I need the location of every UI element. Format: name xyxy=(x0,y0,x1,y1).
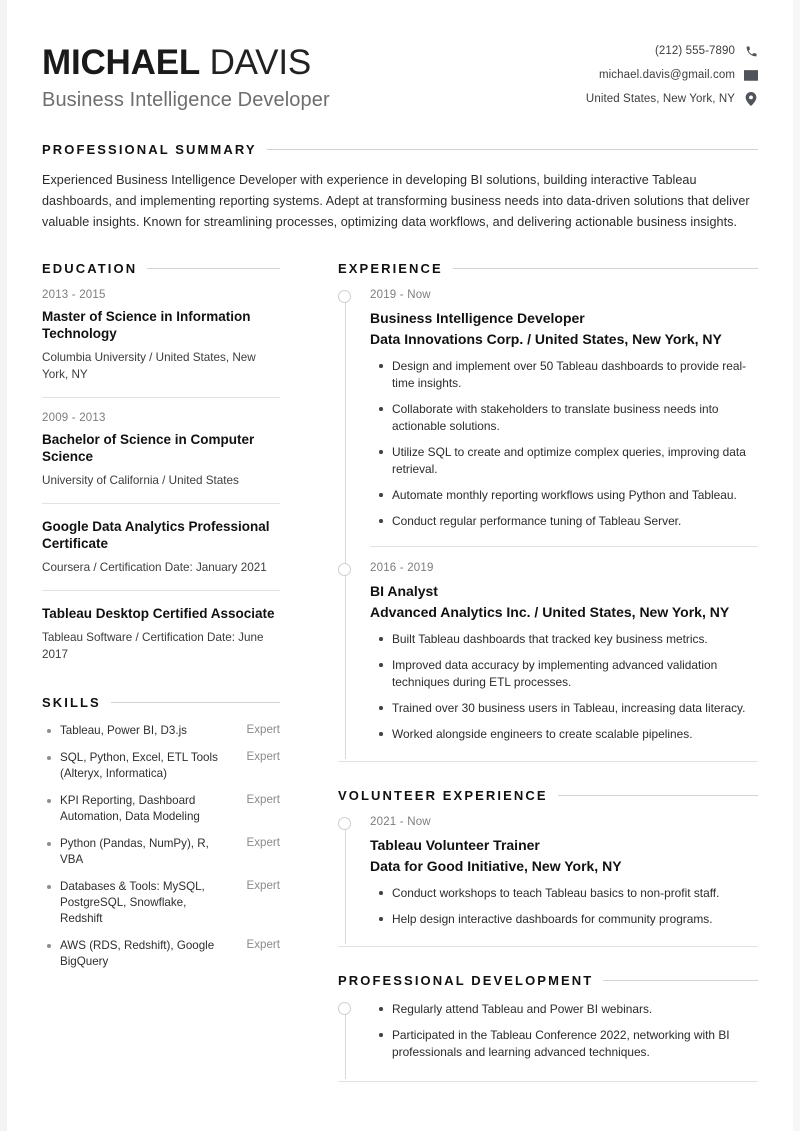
timeline-line xyxy=(345,1008,346,1079)
education-item xyxy=(42,590,280,677)
experience-company: Data Innovations Corp. / United States, New York, NY xyxy=(370,331,722,347)
professional-development-bullet: Participated in the Tableau Conference 2022, networking with BI professionals and learning advanced techniques. xyxy=(392,1027,758,1061)
phone-icon xyxy=(744,44,758,58)
education-school: Tableau Software / Certification Date: June 2017 xyxy=(42,631,264,661)
bullet-icon xyxy=(47,885,51,889)
heading-rule xyxy=(603,980,758,981)
professional-development-item xyxy=(370,1001,758,1079)
education-heading xyxy=(42,261,280,276)
spacer xyxy=(338,762,758,788)
education-date: 2013 - 2015 xyxy=(42,289,106,301)
left-column xyxy=(42,261,280,981)
experience-role: Business Intelligence Developer xyxy=(370,310,585,326)
bullet-icon xyxy=(47,799,51,803)
contact-phone-text: (212) 555-7890 xyxy=(654,45,735,57)
skill-name: Tableau, Power BI, D3.js xyxy=(60,724,187,737)
skill-item xyxy=(42,836,280,868)
education-heading-label: EDUCATION xyxy=(42,261,138,276)
experience-heading xyxy=(338,261,758,276)
education-degree: Google Data Analytics Professional Certificate xyxy=(42,519,270,551)
professional-development-timeline xyxy=(338,1001,758,1079)
volunteer-bullet: Conduct workshops to teach Tableau basics to non-profit staff. xyxy=(392,885,758,902)
experience-item xyxy=(370,546,758,759)
bullet-icon xyxy=(47,842,51,846)
contact-location[interactable] xyxy=(586,92,758,106)
heading-rule xyxy=(267,149,758,150)
volunteer-company: Data for Good Initiative, New York, NY xyxy=(370,858,622,874)
volunteer-heading-label: VOLUNTEER EXPERIENCE xyxy=(338,788,548,803)
resume-header xyxy=(42,34,758,116)
contact-list xyxy=(586,34,758,106)
experience-bullets xyxy=(370,358,758,530)
volunteer-bullet: Help design interactive dashboards for community programs. xyxy=(392,911,758,928)
experience-bullet: Built Tableau dashboards that tracked key business metrics. xyxy=(392,631,758,648)
heading-rule xyxy=(147,268,280,269)
experience-bullets xyxy=(370,631,758,743)
timeline-marker-icon xyxy=(338,1002,351,1015)
bullet-icon xyxy=(47,756,51,760)
timeline-line xyxy=(345,296,346,759)
education-date: 2009 - 2013 xyxy=(42,412,106,424)
experience-heading-label: EXPERIENCE xyxy=(338,261,443,276)
volunteer-role: Tableau Volunteer Trainer xyxy=(370,837,540,853)
skills-section xyxy=(42,695,280,970)
heading-rule xyxy=(111,702,280,703)
contact-location-text: United States, New York, NY xyxy=(585,93,735,105)
volunteer-section xyxy=(338,788,758,947)
experience-item xyxy=(370,289,758,546)
volunteer-date: 2021 - Now xyxy=(370,816,431,828)
last-name: DAVIS xyxy=(209,43,311,82)
professional-development-bullets xyxy=(370,1001,758,1061)
summary-heading xyxy=(42,142,758,157)
education-section xyxy=(42,261,280,677)
skill-name: Databases & Tools: MySQL, PostgreSQL, Snowflake, Redshift xyxy=(60,880,205,925)
skills-heading-label: SKILLS xyxy=(42,695,101,710)
volunteer-timeline xyxy=(338,816,758,944)
skill-level: Expert xyxy=(246,879,280,892)
education-school: Columbia University / United States, New York, NY xyxy=(42,351,256,381)
experience-bullet: Utilize SQL to create and optimize complex queries, improving data retrieval. xyxy=(392,444,758,478)
body-columns xyxy=(42,261,758,1082)
heading-rule xyxy=(453,268,758,269)
education-degree: Master of Science in Information Technology xyxy=(42,309,251,341)
professional-development-section xyxy=(338,973,758,1082)
education-school: Coursera / Certification Date: January 2021 xyxy=(42,561,267,574)
experience-role: BI Analyst xyxy=(370,583,438,599)
professional-development-heading xyxy=(338,973,758,988)
skill-level: Expert xyxy=(246,938,280,951)
education-degree: Bachelor of Science in Computer Science xyxy=(42,432,255,464)
skill-name: AWS (RDS, Redshift), Google BigQuery xyxy=(60,939,215,968)
location-pin-icon xyxy=(744,92,758,106)
skill-level: Expert xyxy=(246,723,280,736)
education-item xyxy=(42,289,280,397)
name-block xyxy=(42,34,330,112)
experience-bullet: Conduct regular performance tuning of Tableau Server. xyxy=(392,513,758,530)
education-item xyxy=(42,503,280,590)
heading-rule xyxy=(558,795,758,796)
experience-date: 2019 - Now xyxy=(370,289,431,301)
skill-name: KPI Reporting, Dashboard Automation, Data Modeling xyxy=(60,794,200,823)
skill-name: SQL, Python, Excel, ETL Tools (Alteryx, Informatica) xyxy=(60,751,218,780)
skill-item xyxy=(42,750,280,782)
experience-timeline xyxy=(338,289,758,759)
skill-item xyxy=(42,793,280,825)
contact-phone[interactable] xyxy=(655,44,758,58)
skill-item xyxy=(42,723,280,739)
timeline-marker-icon xyxy=(338,290,351,303)
experience-bullet: Trained over 30 business users in Tableau, increasing data literacy. xyxy=(392,700,758,717)
skill-level: Expert xyxy=(246,750,280,763)
bullet-icon xyxy=(47,729,51,733)
skill-name: Python (Pandas, NumPy), R, VBA xyxy=(60,837,209,866)
summary-heading-label: PROFESSIONAL SUMMARY xyxy=(42,142,257,157)
section-divider xyxy=(338,1081,758,1082)
experience-company: Advanced Analytics Inc. / United States, New York, NY xyxy=(370,604,730,620)
contact-email[interactable] xyxy=(599,68,758,82)
experience-bullet: Collaborate with stakeholders to translate business needs into actionable solutions. xyxy=(392,401,758,435)
right-column xyxy=(338,261,758,1082)
skill-item xyxy=(42,938,280,970)
timeline-marker-icon xyxy=(338,563,351,576)
skill-item xyxy=(42,879,280,927)
first-name: MICHAEL xyxy=(42,43,201,82)
professional-summary-section xyxy=(42,142,758,233)
volunteer-item xyxy=(370,816,758,944)
skill-level: Expert xyxy=(246,836,280,849)
volunteer-bullets xyxy=(370,885,758,928)
education-item xyxy=(42,397,280,503)
skills-heading xyxy=(42,695,280,710)
skill-level: Expert xyxy=(246,793,280,806)
summary-text: Experienced Business Intelligence Developer with experience in developing BI solutions, building interactive Tableau dashboards, and implementing reporting systems. Adept at transforming business needs into data-driven solutions that deliver valuable insights. Known for streamlining processes, optimizing data workflows, and delivering actionable business insights. xyxy=(42,173,750,229)
email-icon xyxy=(744,68,758,82)
education-school: University of California / United States xyxy=(42,474,239,487)
experience-bullet: Improved data accuracy by implementing advanced validation techniques during ETL processes. xyxy=(392,657,758,691)
page-title xyxy=(42,42,330,83)
experience-date: 2016 - 2019 xyxy=(370,562,434,574)
volunteer-heading xyxy=(338,788,758,803)
job-title: Business Intelligence Developer xyxy=(42,89,330,111)
education-degree: Tableau Desktop Certified Associate xyxy=(42,606,275,621)
bullet-icon xyxy=(47,944,51,948)
professional-development-bullet: Regularly attend Tableau and Power BI webinars. xyxy=(392,1001,758,1018)
experience-section xyxy=(338,261,758,762)
timeline-marker-icon xyxy=(338,817,351,830)
contact-email-text: michael.davis@gmail.com xyxy=(598,69,735,81)
timeline-line xyxy=(345,823,346,944)
experience-bullet: Worked alongside engineers to create scalable pipelines. xyxy=(392,726,758,743)
experience-bullet: Design and implement over 50 Tableau dashboards to provide real-time insights. xyxy=(392,358,758,392)
professional-development-heading-label: PROFESSIONAL DEVELOPMENT xyxy=(338,973,594,988)
experience-bullet: Automate monthly reporting workflows using Python and Tableau. xyxy=(392,487,758,504)
spacer xyxy=(338,947,758,973)
